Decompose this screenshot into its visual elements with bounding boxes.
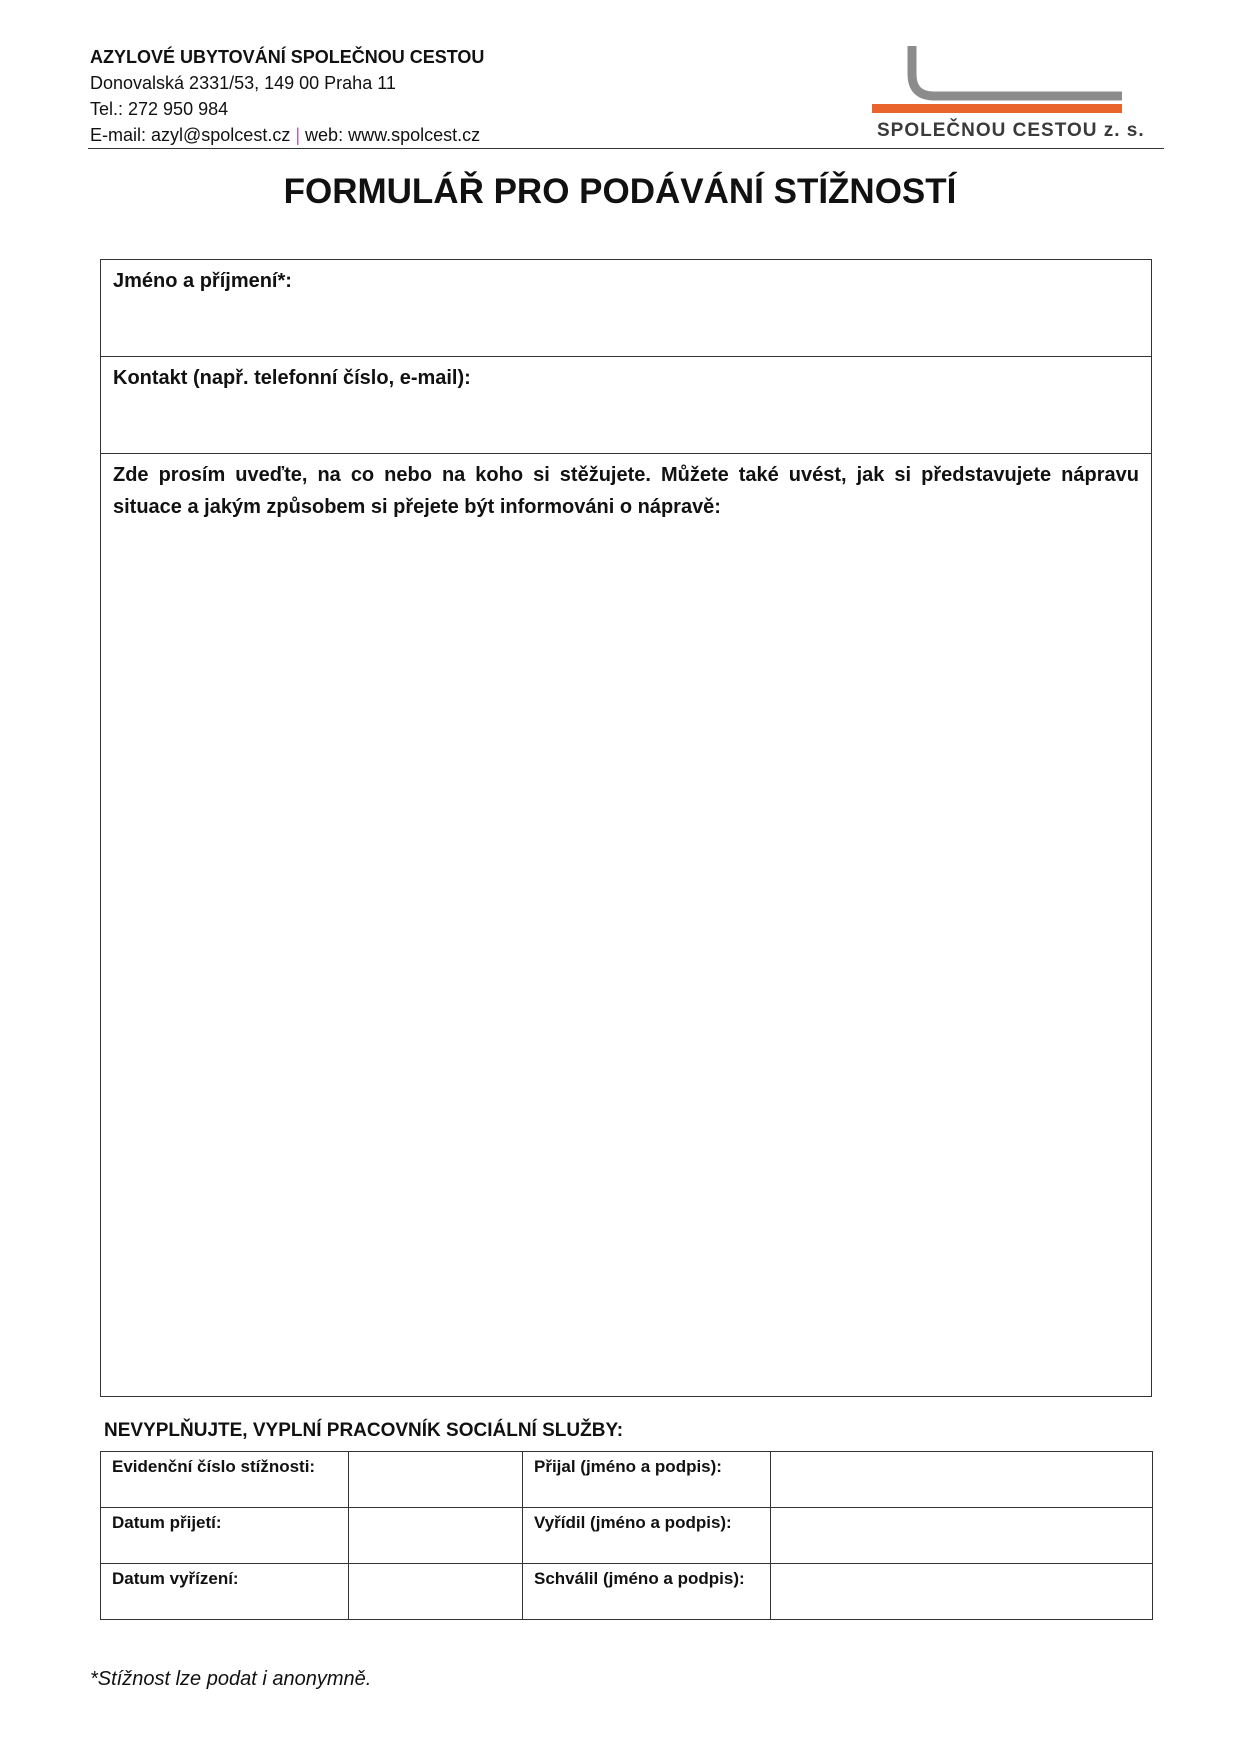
spolecnou-cestou-logo bbox=[872, 44, 1162, 144]
logo-text: SPOLEČNOU CESTOU z. s. bbox=[877, 120, 1145, 141]
name-label: Jméno a příjmení*: bbox=[113, 270, 292, 292]
logo-bar bbox=[872, 104, 1122, 113]
date-resolved-value-cell[interactable] bbox=[349, 1564, 523, 1620]
date-received-label: Datum přijetí: bbox=[101, 1508, 349, 1564]
organization-contact-block bbox=[90, 44, 484, 148]
staff-table bbox=[100, 1451, 1153, 1620]
table-row bbox=[101, 1452, 1153, 1508]
logo-path-graphic bbox=[872, 44, 1162, 120]
name-field[interactable] bbox=[101, 260, 1151, 357]
organization-phone: Tel.: 272 950 984 bbox=[90, 99, 229, 119]
complaint-form bbox=[100, 259, 1152, 1397]
received-by-label: Přijal (jméno a podpis): bbox=[523, 1452, 771, 1508]
contact-separator: | bbox=[295, 125, 301, 145]
organization-email: E-mail: azyl@spolcest.cz bbox=[90, 125, 291, 145]
approved-by-label: Schválil (jméno a podpis): bbox=[523, 1564, 771, 1620]
table-row bbox=[101, 1508, 1153, 1564]
date-resolved-label: Datum vyřízení: bbox=[101, 1564, 349, 1620]
table-row bbox=[101, 1564, 1153, 1620]
date-received-value-cell[interactable] bbox=[349, 1508, 523, 1564]
header-rule bbox=[88, 148, 1164, 149]
anonymous-footnote: *Stížnost lze podat i anonymně. bbox=[90, 1668, 372, 1690]
complaint-field[interactable] bbox=[101, 454, 1151, 1396]
evidence-number-value-cell[interactable] bbox=[349, 1452, 523, 1508]
contact-label: Kontakt (např. telefonní číslo, e-mail): bbox=[113, 367, 471, 389]
staff-section-heading: NEVYPLŇUJTE, VYPLNÍ PRACOVNÍK SOCIÁLNÍ SLUŽBY: bbox=[104, 1420, 624, 1441]
organization-name: AZYLOVÉ UBYTOVÁNÍ SPOLEČNOU CESTOU bbox=[90, 47, 485, 67]
organization-email-web bbox=[90, 122, 484, 148]
evidence-number-label: Evidenční číslo stížnosti: bbox=[101, 1452, 349, 1508]
handled-by-label: Vyřídil (jméno a podpis): bbox=[523, 1508, 771, 1564]
complaint-label: Zde prosím uveďte, na co nebo na koho si stěžujete. Můžete také uvést, jak si představujete nápravu situace a jakým způsobem si přejete být informováni o nápravě: bbox=[113, 464, 1139, 518]
received-by-value-cell[interactable] bbox=[771, 1452, 1153, 1508]
handled-by-value-cell[interactable] bbox=[771, 1508, 1153, 1564]
letterhead bbox=[88, 44, 1168, 149]
organization-web: web: www.spolcest.cz bbox=[305, 125, 481, 145]
contact-field[interactable] bbox=[101, 357, 1151, 454]
approved-by-value-cell[interactable] bbox=[771, 1564, 1153, 1620]
form-title: FORMULÁŘ PRO PODÁVÁNÍ STÍŽNOSTÍ bbox=[283, 172, 957, 211]
organization-address: Donovalská 2331/53, 149 00 Praha 11 bbox=[90, 73, 396, 93]
logo-curve bbox=[912, 46, 1122, 96]
